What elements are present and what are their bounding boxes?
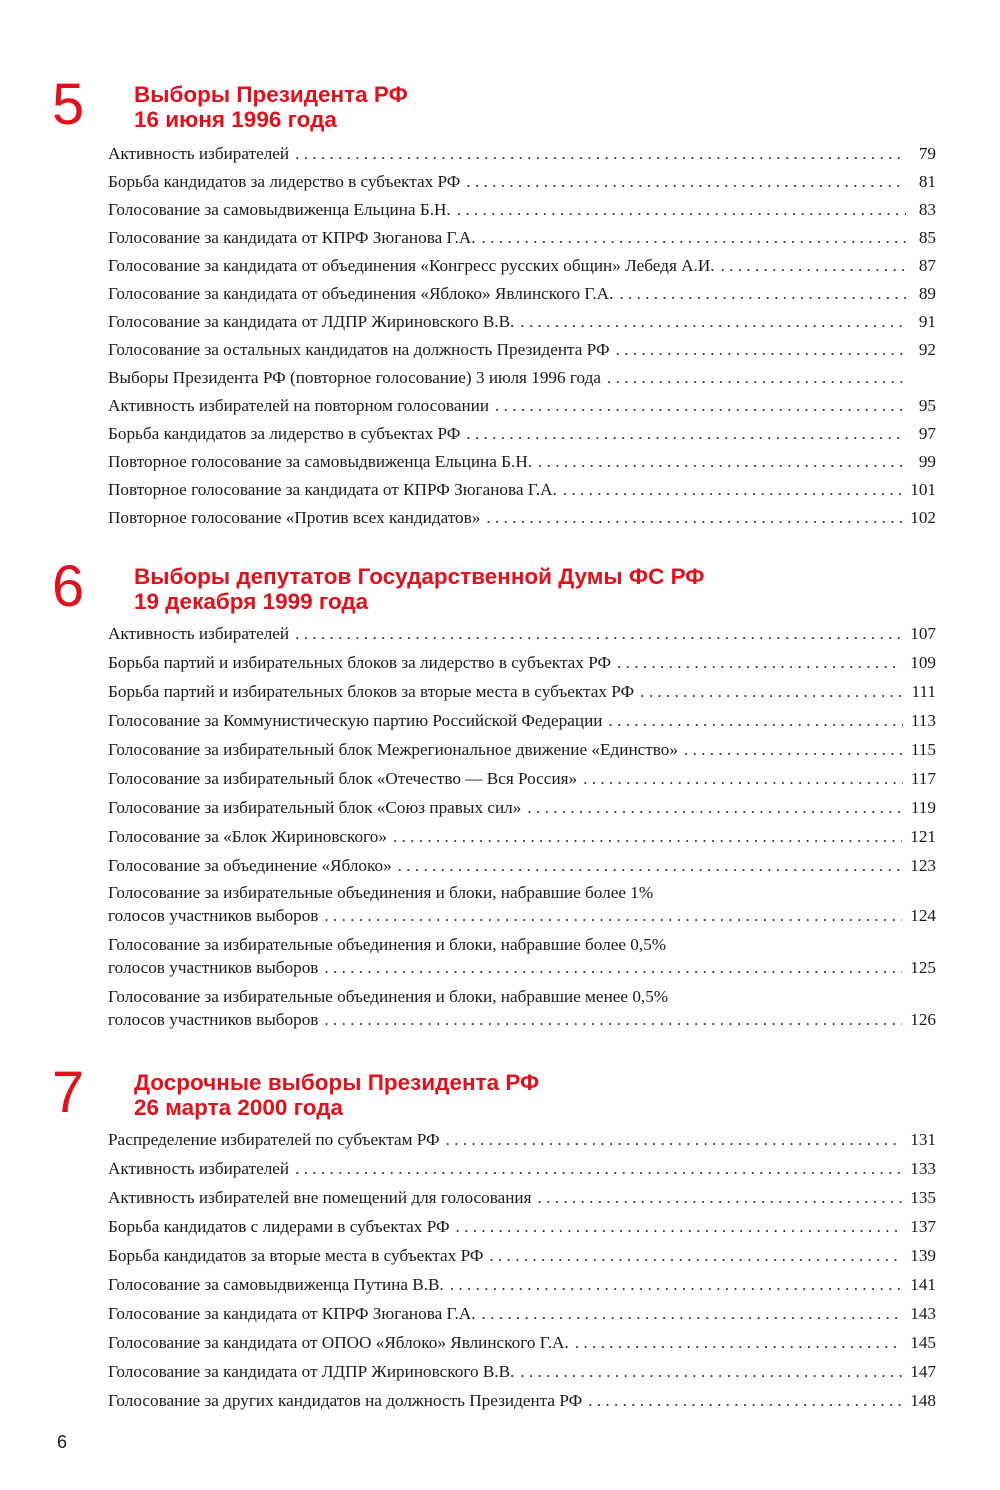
dot-leader — [538, 1184, 903, 1212]
dot-leader — [450, 1271, 902, 1299]
dot-leader — [520, 1358, 902, 1386]
toc-entry-page: 79 — [918, 144, 936, 163]
toc-entry[interactable] — [108, 1300, 936, 1329]
toc-entry-title: Голосование за кандидата от ЛДПР Жириновского В.В. — [108, 312, 515, 331]
toc-entry-title: Выборы Президента РФ (повторное голосование) 3 июля 1996 года — [108, 368, 601, 387]
toc-entry-title: Повторное голосование за кандидата от КПРФ Зюганова Г.А. — [108, 480, 557, 499]
toc-entry-title: Голосование за кандидата от объединения «Яблоко» Явлинского Г.А. — [108, 284, 614, 303]
toc-entry[interactable] — [108, 140, 936, 168]
page-number: 6 — [57, 1432, 68, 1452]
toc-entry[interactable] — [108, 308, 936, 336]
toc-entries — [108, 1126, 936, 1416]
toc-entry-title: Активность избирателей — [108, 144, 290, 163]
toc-entry-page: 87 — [918, 256, 936, 275]
toc-entry-title: Голосование за кандидата от КПРФ Зюганова Г.А. — [108, 1304, 476, 1323]
toc-entry-title: Голосование за кандидата от объединения «Конгресс русских общин» Лебедя А.И. — [108, 256, 715, 275]
dot-leader — [482, 224, 906, 252]
toc-entry-page: 135 — [910, 1188, 936, 1207]
toc-entry-title: Голосование за Коммунистическую партию Российской Федерации — [108, 711, 603, 730]
toc-entry-title: Повторное голосование «Против всех кандидатов» — [108, 508, 481, 527]
toc-entry-title: Голосование за избирательный блок «Союз правых сил» — [108, 798, 522, 817]
toc-entry-page: 102 — [910, 508, 936, 527]
section-number: 6 — [52, 554, 85, 619]
section-title-line2: 19 декабря 1999 года — [134, 589, 369, 614]
toc-entry-title: Голосование за избирательный блок Межрегиональное движение «Единство» — [108, 740, 678, 759]
dot-leader — [684, 736, 903, 764]
dot-leader — [520, 308, 906, 336]
toc-entry-page: 125 — [910, 958, 936, 977]
toc-entry-page: 141 — [910, 1275, 936, 1294]
toc-entry-title: Активность избирателей вне помещений для голосования — [108, 1188, 532, 1207]
toc-entry-page: 123 — [910, 856, 936, 875]
toc-entry-title-cont: голосов участников выборов — [108, 1010, 319, 1029]
toc-entry-title: Борьба кандидатов за вторые места в субъектах РФ — [108, 1246, 484, 1265]
toc-entry-page: 81 — [918, 172, 936, 191]
toc-entry-title: Активность избирателей на повторном голосовании — [108, 396, 490, 415]
toc-entry-page: 139 — [910, 1246, 936, 1265]
section-title — [134, 82, 408, 132]
toc-entries — [108, 140, 936, 532]
toc-entry[interactable] — [108, 1213, 936, 1242]
toc-entry[interactable] — [108, 252, 936, 280]
toc-entry-title-cont: голосов участников выборов — [108, 958, 319, 977]
toc-entry[interactable] — [108, 933, 936, 979]
toc-entry[interactable] — [108, 448, 936, 476]
toc-entry[interactable] — [108, 336, 936, 364]
toc-entry[interactable] — [108, 196, 936, 224]
toc-entry[interactable] — [108, 224, 936, 252]
dot-leader — [721, 252, 906, 280]
dot-leader — [640, 678, 903, 706]
toc-entry-page: 109 — [910, 653, 936, 672]
toc-entry[interactable] — [108, 823, 936, 852]
toc-entry[interactable] — [108, 985, 936, 1031]
toc-entry-title: Голосование за избирательный блок «Отечество — Вся Россия» — [108, 769, 578, 788]
toc-entry-title: Распределение избирателей по субъектам РФ — [108, 1130, 440, 1149]
toc-entry-title: Повторное голосование за самовыдвиженца Ельцина Б.Н. — [108, 452, 533, 471]
toc-entry-title: Голосование за самовыдвиженца Ельцина Б.Н. — [108, 200, 451, 219]
toc-entry-page: 119 — [910, 798, 936, 817]
dot-leader — [588, 1387, 902, 1415]
toc-entry[interactable] — [108, 364, 936, 392]
toc-entry-title: Борьба партий и избирательных блоков за вторые места в субъектах РФ — [108, 682, 635, 701]
toc-entry-title: Голосование за объединение «Яблоко» — [108, 856, 392, 875]
toc-entry[interactable] — [108, 678, 936, 707]
toc-entry-page: 111 — [911, 682, 936, 701]
toc-entry-title: Голосование за самовыдвиженца Путина В.В. — [108, 1275, 444, 1294]
section-title — [134, 564, 705, 614]
toc-entry[interactable] — [108, 1358, 936, 1387]
dot-leader — [616, 336, 906, 364]
toc-entry-title: Голосование за других кандидатов на должность Президента РФ — [108, 1391, 583, 1410]
toc-entry-page: 121 — [910, 827, 936, 846]
toc-entry-page: 113 — [910, 711, 936, 730]
toc-entry-page: 83 — [918, 200, 936, 219]
toc-entry[interactable] — [108, 1242, 936, 1271]
toc-entry-page: 91 — [918, 312, 936, 331]
toc-entry[interactable] — [108, 504, 936, 532]
toc-entry-page: 115 — [910, 740, 936, 759]
dot-leader — [489, 1242, 902, 1270]
toc-entry-title: Голосование за избирательные объединения и блоки, набравшие более 1% — [108, 883, 654, 902]
toc-entry-title: Борьба кандидатов за лидерство в субъектах РФ — [108, 424, 461, 443]
section-title — [134, 1070, 539, 1120]
toc-entry-title: Голосование за кандидата от ЛДПР Жириновского В.В. — [108, 1362, 515, 1381]
dot-leader — [527, 794, 902, 822]
toc-entry[interactable] — [108, 392, 936, 420]
dot-leader — [324, 904, 902, 927]
toc-entry-page: 85 — [918, 228, 936, 247]
toc-entry-page: 131 — [910, 1130, 936, 1149]
toc-entry[interactable] — [108, 420, 936, 448]
toc-entry-title: Борьба кандидатов с лидерами в субъектах РФ — [108, 1217, 450, 1236]
toc-entry-title: Голосование за «Блок Жириновского» — [108, 827, 387, 846]
dot-leader — [393, 823, 902, 851]
toc-entry-title: Голосование за кандидата от ОПОО «Яблоко» Явлинского Г.А. — [108, 1333, 569, 1352]
section-number: 5 — [52, 72, 85, 137]
toc-entry[interactable] — [108, 1184, 936, 1213]
toc-entry[interactable] — [108, 1271, 936, 1300]
toc-entry-page: 117 — [910, 769, 936, 788]
toc-entry-page: 126 — [910, 1010, 936, 1029]
toc-entry[interactable] — [108, 707, 936, 736]
dot-leader — [456, 1213, 903, 1241]
dot-leader — [466, 420, 906, 448]
toc-entry[interactable] — [108, 852, 936, 881]
toc-entry[interactable] — [108, 620, 936, 649]
toc-entry-page: 95 — [918, 396, 936, 415]
toc-entry-page: 145 — [910, 1333, 936, 1352]
toc-entry-title: Борьба кандидатов за лидерство в субъектах РФ — [108, 172, 461, 191]
dot-leader — [482, 1300, 903, 1328]
dot-leader — [575, 1329, 902, 1357]
section-title-line1: Досрочные выборы Президента РФ — [134, 1070, 540, 1095]
dot-leader — [607, 364, 906, 392]
dot-leader — [495, 392, 906, 420]
toc-entry-page: 89 — [918, 284, 936, 303]
section-title-line2: 26 марта 2000 года — [134, 1095, 343, 1120]
toc-entry-title: Голосование за избирательные объединения и блоки, набравшие менее 0,5% — [108, 987, 669, 1006]
toc-entry-page: 107 — [910, 624, 936, 643]
section-number: 7 — [52, 1060, 85, 1125]
toc-entry[interactable] — [108, 1155, 936, 1184]
toc-entry-page: 143 — [910, 1304, 936, 1323]
toc-entry-title: Борьба партий и избирательных блоков за лидерство в субъектах РФ — [108, 653, 612, 672]
section-title-line2: 16 июня 1996 года — [134, 107, 337, 132]
section-title-line1: Выборы депутатов Государственной Думы ФС РФ — [134, 564, 705, 589]
toc-entries — [108, 620, 936, 1037]
toc-entry[interactable] — [108, 794, 936, 823]
toc-entry-title: Активность избирателей — [108, 1159, 290, 1178]
dot-leader — [583, 765, 903, 793]
dot-leader — [457, 196, 906, 224]
toc-entry[interactable] — [108, 168, 936, 196]
toc-entry-title: Голосование за остальных кандидатов на должность Президента РФ — [108, 340, 610, 359]
toc-entry-page: 92 — [918, 340, 936, 359]
toc-entry-title-cont: голосов участников выборов — [108, 906, 319, 925]
dot-leader — [538, 448, 906, 476]
toc-entry[interactable] — [108, 736, 936, 765]
dot-leader — [563, 476, 902, 504]
toc-entry[interactable] — [108, 1126, 936, 1155]
dot-leader — [486, 504, 902, 532]
toc-entry-title: Активность избирателей — [108, 624, 290, 643]
toc-entry-title: Голосование за кандидата от КПРФ Зюганова Г.А. — [108, 228, 476, 247]
toc-entry-page: 147 — [910, 1362, 936, 1381]
section-title-line1: Выборы Президента РФ — [134, 82, 408, 107]
toc-entry[interactable] — [108, 881, 936, 927]
dot-leader — [324, 1008, 902, 1031]
toc-entry-page: 99 — [918, 452, 936, 471]
dot-leader — [466, 168, 906, 196]
dot-leader — [617, 649, 902, 677]
toc-entry[interactable] — [108, 765, 936, 794]
dot-leader — [295, 620, 902, 648]
toc-entry-page: 124 — [910, 906, 936, 925]
dot-leader — [619, 280, 906, 308]
dot-leader — [398, 852, 903, 880]
dot-leader — [295, 1155, 902, 1183]
toc-entry-page: 137 — [910, 1217, 936, 1236]
toc-entry[interactable] — [108, 280, 936, 308]
toc-entry-page: 97 — [918, 424, 936, 443]
dot-leader — [609, 707, 903, 735]
dot-leader — [324, 956, 902, 979]
toc-entry-page: 148 — [910, 1391, 936, 1410]
toc-entry-title: Голосование за избирательные объединения и блоки, набравшие более 0,5% — [108, 935, 667, 954]
toc-entry-page: 101 — [910, 480, 936, 499]
toc-entry[interactable] — [108, 649, 936, 678]
toc-entry[interactable] — [108, 1387, 936, 1416]
toc-entry[interactable] — [108, 1329, 936, 1358]
toc-entry-page: 133 — [910, 1159, 936, 1178]
dot-leader — [446, 1126, 903, 1154]
toc-entry[interactable] — [108, 476, 936, 504]
dot-leader — [295, 140, 906, 168]
